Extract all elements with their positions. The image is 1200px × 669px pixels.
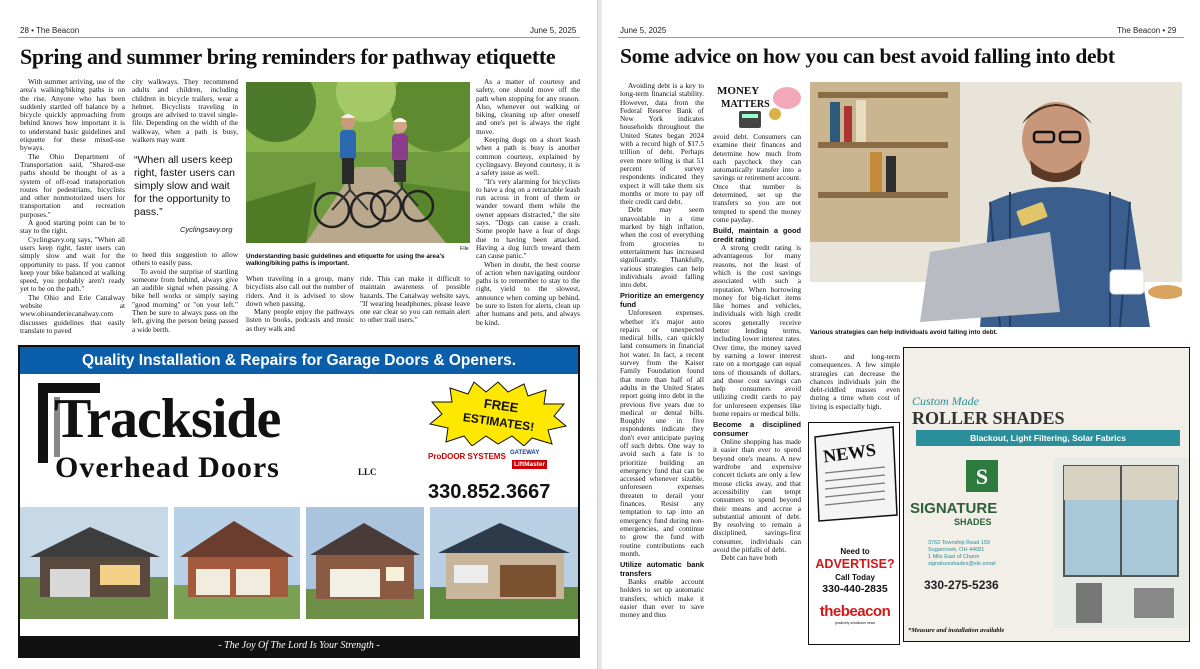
article-column-3: When traveling in a group, many bicyclists also call out the number of riders. And it is advised to slow down when passing. Many people enjoy the pathways listen to books, podcasts and music as they walk and <box>246 275 354 333</box>
house-photo-2 <box>174 507 300 619</box>
debt-column-2: avoid debt. Consumers can examine their finances and determine how much from each paycheck they can automatically transfer into a savings or retirement account. Once that number is determined, set up the transfers so you are not tempted to spend the money come payday. Build, maintain a good credit rating A strong credit rating is advantageous for many reasons, not the least of which is the cost savings associated with such a reputation. When borrowing money for big-ticket items like homes and vehicles, individuals with high credit scores generally receive better lending terms, including lower interest rates. Over time, the money saved by earning a lower interest rate on a mortgage can equal tens of thousands of dollars, and those cost savings can help consumers avoid utilizing credit cards to pay for unforeseen expenses like home repairs or medical bills. Become a disciplined consumer Online shopping has made it easier than ever to spend beyond one's means. A new wardrobe and expensive concert tickets are only a few mouse clicks away, and that accessibility can tempt consumers to spend beyond their means and accrue a substantial amount of debt. By resolving to remain a disciplined, savings-first consumer, individuals can avoid the pitfalls of debt. Debt can have both <box>713 133 801 563</box>
photo-credit: File <box>460 246 469 252</box>
ad-llc: LLC <box>358 467 377 477</box>
left-headline: Spring and summer bring reminders for pathway etiquette <box>20 44 556 69</box>
debt-column-1: Avoiding debt is a key to long-term financial stability. However, data from the Federal Reserve Bank of New York indicates households throughout the United States began 2024 with a record high of $17.5 trillion of debt. Perhaps even more telling is that 51 percent of survey respondents indicated they expect it will take them six months or more to pay off their credit card debt. Debt may seem unavoidable in a time marked by high inflation, when the cost of everything from groceries to entertainment has increased significantly. Thankfully, various strategies can help individuals avoid falling into debt. Prioritize an emergency fund Unforeseen expenses, whether it's major auto repairs or unexpected medical bills, can quickly land consumers in financial hot water. In fact, a recent survey from the Kaiser Family Foundation found that more than half of all adults in the United States report going into debt in the previous five years due to medical or dental bills. Roughly one in five respondents indicate they don't ever anticipate paying off such debts. One way to avoid such a fate is to prioritize building an emergency fund that can be accessed whenever sizable, unforeseen expenses threaten to derail your finances. Resist any temptation to tap into an emergency fund during non-emergencies, and continue to grow the fund with routine contributions each month. Utilize automatic bank transfers Banks enable account holders to set up automatic transfers, which make it easier than ever to save money and thus <box>620 82 704 620</box>
folio-right: The Beacon • 29 <box>1117 26 1177 35</box>
shades-footnote: *Measure and installation available <box>908 627 1005 634</box>
article-column-4: ride. This can make it difficult to maintain awareness of possible hazards. The Canalway website says, "If wearing headphones, please leave one ear clear so you can remain alert to other trail users." <box>360 275 470 325</box>
folio-left: 28 • The Beacon <box>20 26 80 35</box>
debt-column-3: short- and long-term consequences. A few simple strategies can decrease the chances individuals join the debt-riddled masses even during a time when cost of living is especially high. <box>810 353 900 411</box>
signature-shades-emblem <box>962 456 1002 496</box>
shades-address: 3762 Township Road 159 Sugarcreek, OH 44681 1 Mile East of Charm signatureshades@xle.email <box>928 540 996 567</box>
news-ad-advertise: ADVERTISE? <box>815 557 895 571</box>
ad-brand-subtitle: Overhead Doors <box>55 451 280 484</box>
liftmaster-logo: LiftMaster <box>514 461 546 468</box>
ad-phone: 330.852.3667 <box>428 481 551 503</box>
ad-partner-logos <box>428 450 568 472</box>
svg-text:MONEY: MONEY <box>717 85 760 97</box>
gateway-logo: GATEWAY <box>510 450 540 456</box>
newspaper-graphic <box>809 423 900 523</box>
folio-date: June 5, 2025 <box>530 26 577 35</box>
svg-text:MATTERS: MATTERS <box>721 99 770 110</box>
top-rule <box>18 37 580 38</box>
prodoor-logo: ProDOOR SYSTEMS <box>428 452 506 461</box>
cyclists-photo <box>246 82 470 243</box>
free-estimates-starburst <box>428 380 568 446</box>
svg-text:S: S <box>975 464 989 489</box>
signature-shades-ad <box>903 347 1190 642</box>
subhead-credit-rating: Build, maintain a good credit rating <box>713 226 801 244</box>
shades-fabric-band: Blackout, Light Filtering, Solar Fabrics <box>916 430 1180 446</box>
shades-phone: 330-275-5236 <box>924 578 999 592</box>
news-ad-call: Call Today <box>835 573 875 582</box>
shades-logo: SIGNATURE <box>910 500 998 517</box>
svg-text:NEWS: NEWS <box>821 439 878 467</box>
article-column-2-bottom: to heed this suggestion to allow others to easily pass. To avoid the surprise of startling someone from behind, always give an audible signal when passing. A bike bell works or simply saying "good morning" or "on your left." Then be sure to always pass on the left, giving the person being passed a wide berth. <box>132 251 238 334</box>
photo-caption: Understanding basic guidelines and etiquette for using the area's walking/biking paths is important. <box>246 253 445 268</box>
article-column-1: With summer arriving, use of the area's walking/biking paths is on the rise. Anyone who has been suddenly startled off balance by a bicycle quickly approaching from behind knows how important it is to understand basic guidelines and etiquette for these mixed-use byways. The Ohio Department of Transportation said, "Shared-use paths should be thought of as a system of off-road transportation routes for pedestrians, bicyclists and other nonmotorized users for transportation and recreation purposes." A good starting point can be to stay to the right. Cyclingsavy.org says, "When all users keep right, faster users can simply slow and wait for the opportunity to pass. If you cannot keep your bike balanced at walking speed, you probably aren't ready yet to be on the path." The Ohio and Erie Canalway website at www.ohioanderiecanalway.com discusses guidelines that easily translate to paved <box>20 78 125 335</box>
folio-date-right: June 5, 2025 <box>620 26 667 35</box>
article-column-2-top: city walkways. They recommend adults and children, including children in bicycle trailers, wear a helmet. Bicyclists traveling in groups are advised to travel single-file. Depending on the width of the walkway, when a path is busy, walkers may want <box>132 78 238 145</box>
svg-text:FREE: FREE <box>482 395 520 416</box>
left-page <box>0 0 598 669</box>
pull-quote-source: Cyclingsavy.org <box>180 225 233 234</box>
house-photo-3 <box>306 507 424 619</box>
shades-title: ROLLER SHADES <box>912 408 1065 428</box>
beacon-logo: thebeacon <box>819 603 891 620</box>
subhead-disciplined-consumer: Become a disciplined consumer <box>713 420 801 438</box>
laptop-man-photo <box>810 82 1182 327</box>
news-ad-need: Need to <box>840 547 870 556</box>
pull-quote: “When all users keep right, faster users can simply slow and wait for the opportunity to pass.” <box>134 154 235 218</box>
subhead-emergency-fund: Prioritize an emergency fund <box>620 291 704 309</box>
article-column-5: As a matter of courtesy and safety, one should move off the path when stopping for any reason. Also, whenever out walking or biking, cleaning up after oneself and one's pet is always the right move. Keeping dogs on a short leash when a path is busy is another common courtesy, explained by cyclingsavy. Beyond courtesy, it is a safety issue as well. "It's very alarming for bicyclists to have a dog on a retractable leash run across in front of them or wander toward them while the owner appears distracted," the site says. "Dogs can cause a crash. Some people have a fear of dogs due to having been attacked. Having a dog lurch toward them can cause panic." When in doubt, the best course of action when navigating outdoor paths is to remember to stay to the right, yield to the slowest, announce when coming up behind, be sure to listen for alerts, clean up after humans and pets, and always be kind. <box>476 78 580 327</box>
svg-text:ESTIMATES!: ESTIMATES! <box>462 410 536 434</box>
shades-custom-made: Custom Made <box>912 394 979 408</box>
beacon-tagline: positively smalltown news <box>834 621 876 625</box>
debt-photo-caption: Various strategies can help individuals avoid falling into debt. <box>810 329 998 336</box>
ad-footer-slogan: - The Joy Of The Lord Is Your Strength - <box>20 636 578 656</box>
window-graphic <box>1054 458 1188 628</box>
right-headline: Some advice on how you can best avoid falling into debt <box>620 44 1115 68</box>
subhead-bank-transfers: Utilize automatic bank transfers <box>620 560 704 578</box>
beacon-advertise-ad <box>808 422 900 645</box>
house-photo-4 <box>430 507 578 619</box>
money-matters-logo <box>715 80 803 130</box>
trackside-ad <box>18 345 580 658</box>
house-photo-1 <box>20 507 168 619</box>
top-rule-right <box>618 37 1184 38</box>
news-ad-phone: 330-440-2835 <box>822 583 888 595</box>
ad-banner: Quality Installation & Repairs for Garage Doors & Openers. <box>20 347 578 374</box>
ad-brand-name: Trackside <box>54 388 281 450</box>
shades-logo-sub: SHADES <box>954 517 992 527</box>
